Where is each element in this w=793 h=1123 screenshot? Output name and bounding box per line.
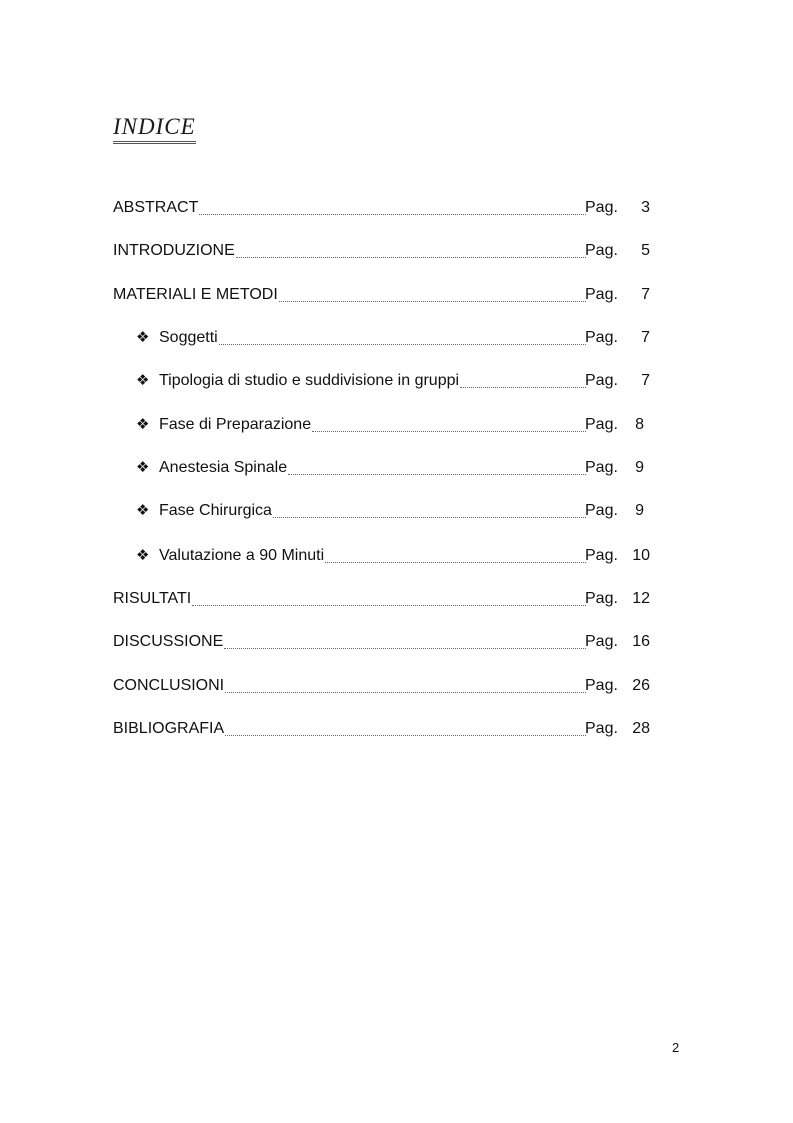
toc-entry-pag: Pag.	[585, 372, 618, 389]
toc-entry-label: INTRODUZIONE	[113, 242, 235, 259]
toc-entry-page-number: 26	[632, 677, 650, 694]
toc-entry-pag: Pag.	[585, 329, 618, 346]
toc-entry-page-number: 3	[641, 199, 650, 216]
page-number: 2	[672, 1040, 680, 1055]
diamond-bullet-icon: ❖	[136, 547, 150, 564]
toc-entry-label: MATERIALI E METODI	[113, 286, 278, 303]
toc-entry-pag: Pag.	[585, 502, 618, 519]
toc-entry-label: Fase Chirurgica	[159, 502, 272, 519]
toc-entry-pag: Pag.	[585, 286, 618, 303]
dot-leader	[288, 473, 586, 475]
toc-subentry	[113, 413, 650, 437]
dot-leader	[325, 561, 586, 563]
toc-entry	[113, 587, 650, 611]
toc-entry-page-number: 9	[635, 459, 644, 476]
dot-leader	[312, 430, 586, 432]
toc-entry-pag: Pag.	[585, 677, 618, 694]
toc-entry	[113, 674, 650, 698]
toc-entry-page-number: 7	[641, 372, 650, 389]
toc-subentry	[113, 456, 650, 480]
toc-entry-label: RISULTATI	[113, 590, 192, 607]
diamond-bullet-icon: ❖	[136, 459, 150, 476]
dot-leader	[224, 647, 586, 649]
toc-entry-page-number: 10	[632, 547, 650, 564]
toc-entry-label: CONCLUSIONI	[113, 677, 225, 694]
dot-leader	[279, 300, 586, 302]
dot-leader	[273, 516, 586, 518]
toc-entry-page-number: 8	[635, 416, 644, 433]
toc-entry-label: DISCUSSIONE	[113, 633, 224, 650]
toc-entry	[113, 239, 650, 263]
dot-leader	[225, 691, 586, 693]
dot-leader	[225, 734, 586, 736]
toc-entry	[113, 196, 650, 220]
toc-entry-pag: Pag.	[585, 416, 618, 433]
diamond-bullet-icon: ❖	[136, 329, 150, 346]
toc-entry	[113, 630, 650, 654]
toc-entry-pag: Pag.	[585, 633, 618, 650]
toc-entry-page-number: 16	[632, 633, 650, 650]
toc-entry	[113, 717, 650, 741]
dot-leader	[236, 256, 586, 258]
toc-entry-page-number: 7	[641, 329, 650, 346]
dot-leader	[199, 213, 586, 215]
toc-subentry	[113, 544, 650, 568]
dot-leader	[192, 604, 586, 606]
toc-entry-page-number: 5	[641, 242, 650, 259]
toc-entry-label: Fase di Preparazione	[159, 416, 312, 433]
diamond-bullet-icon: ❖	[136, 372, 150, 389]
toc-entry-pag: Pag.	[585, 547, 618, 564]
toc-subentry	[113, 499, 650, 523]
dot-leader	[460, 386, 586, 388]
toc-entry-label: ABSTRACT	[113, 199, 199, 216]
toc-title: INDICE	[113, 114, 196, 144]
toc-entry-pag: Pag.	[585, 242, 618, 259]
toc-subentry	[113, 369, 650, 393]
toc-entry-page-number: 7	[641, 286, 650, 303]
toc-entry-label: Anestesia Spinale	[159, 459, 288, 476]
toc-entry-pag: Pag.	[585, 720, 618, 737]
toc-entry-page-number: 9	[635, 502, 644, 519]
toc-entry-label: Soggetti	[159, 329, 218, 346]
diamond-bullet-icon: ❖	[136, 502, 150, 519]
toc-entry-pag: Pag.	[585, 590, 618, 607]
toc-entry-label: Tipologia di studio e suddivisione in gruppi	[159, 372, 460, 389]
toc-entry-label: Valutazione a 90 Minuti	[159, 547, 325, 564]
toc-subentry	[113, 326, 650, 350]
dot-leader	[219, 343, 586, 345]
toc-entry	[113, 283, 650, 307]
diamond-bullet-icon: ❖	[136, 416, 150, 433]
toc-entry-page-number: 12	[632, 590, 650, 607]
toc-entry-pag: Pag.	[585, 459, 618, 476]
toc-entry-pag: Pag.	[585, 199, 618, 216]
toc-entry-page-number: 28	[632, 720, 650, 737]
toc-entry-label: BIBLIOGRAFIA	[113, 720, 225, 737]
